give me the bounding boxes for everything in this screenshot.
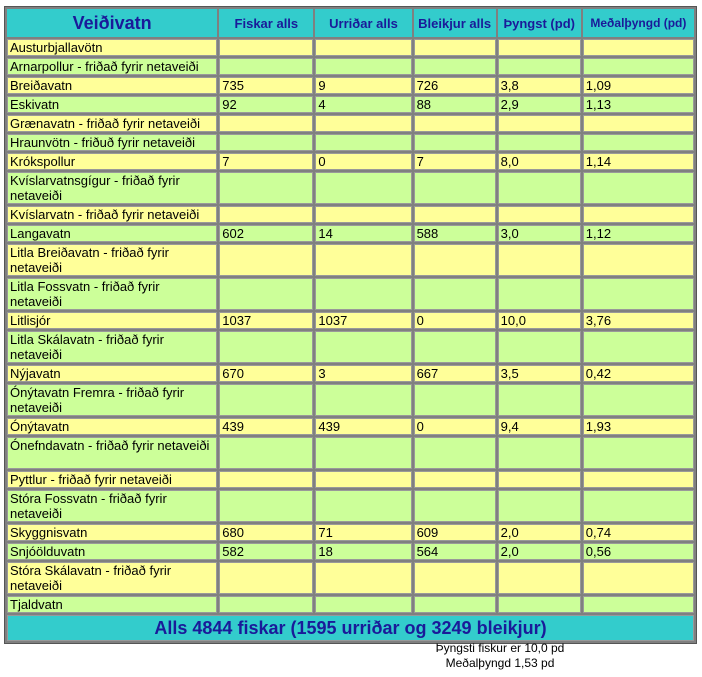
cell-trout: 18 [315, 543, 411, 560]
cell-char: 609 [414, 524, 496, 541]
cell-avg-weight: 1,14 [583, 153, 694, 170]
table-row [7, 244, 694, 276]
cell-avg-weight [583, 562, 694, 594]
cell-heaviest: 10,0 [498, 312, 581, 329]
cell-trout [315, 134, 411, 151]
cell-trout: 9 [315, 77, 411, 94]
cell-heaviest [498, 490, 581, 522]
table-row [7, 39, 694, 56]
cell-avg-weight [583, 244, 694, 276]
table-row [7, 225, 694, 242]
cell-avg-weight [583, 278, 694, 310]
cell-total-fish [219, 490, 313, 522]
cell-trout: 4 [315, 96, 411, 113]
table-row [7, 172, 694, 204]
cell-char [414, 331, 496, 363]
cell-total-fish [219, 331, 313, 363]
cell-heaviest [498, 134, 581, 151]
cell-heaviest: 2,0 [498, 524, 581, 541]
cell-total-fish: 439 [219, 418, 313, 435]
cell-avg-weight [583, 115, 694, 132]
cell-avg-weight [583, 172, 694, 204]
cell-heaviest [498, 437, 581, 469]
cell-total-fish: 92 [219, 96, 313, 113]
cell-name: Nýjavatn [7, 365, 217, 382]
heaviest-fish-text: Þyngsti fiskur er 10,0 pd [435, 641, 565, 655]
cell-trout: 439 [315, 418, 411, 435]
cell-heaviest [498, 206, 581, 223]
table-row [7, 437, 694, 469]
cell-name: Ónýtavatn Fremra - friðað fyrir netaveiði [7, 384, 217, 416]
cell-total-fish: 602 [219, 225, 313, 242]
cell-trout: 0 [315, 153, 411, 170]
cell-heaviest [498, 115, 581, 132]
cell-name: Skyggnisvatn [7, 524, 217, 541]
cell-char: 7 [414, 153, 496, 170]
cell-trout [315, 39, 411, 56]
cell-heaviest [498, 58, 581, 75]
cell-total-fish: 7 [219, 153, 313, 170]
cell-avg-weight [583, 471, 694, 488]
table-row [7, 58, 694, 75]
cell-name: Tjaldvatn [7, 596, 217, 613]
cell-name: Snjóölduvatn [7, 543, 217, 560]
total-row [7, 615, 694, 641]
cell-name: Arnarpollur - friðað fyrir netaveiði [7, 58, 217, 75]
cell-total-fish: 670 [219, 365, 313, 382]
cell-name: Ónýtavatn [7, 418, 217, 435]
cell-heaviest: 2,9 [498, 96, 581, 113]
cell-avg-weight: 1,12 [583, 225, 694, 242]
cell-avg-weight: 0,56 [583, 543, 694, 560]
cell-avg-weight [583, 134, 694, 151]
cell-name: Stóra Skálavatn - friðað fyrir netaveiði [7, 562, 217, 594]
cell-total-fish [219, 39, 313, 56]
cell-trout [315, 172, 411, 204]
cell-avg-weight [583, 39, 694, 56]
cell-avg-weight [583, 490, 694, 522]
table-row [7, 365, 694, 382]
cell-trout: 1037 [315, 312, 411, 329]
cell-char [414, 437, 496, 469]
header-heaviest: Þyngst (pd) [498, 9, 581, 37]
cell-name: Litla Skálavatn - friðað fyrir netaveiði [7, 331, 217, 363]
cell-trout: 3 [315, 365, 411, 382]
cell-trout [315, 471, 411, 488]
cell-avg-weight: 0,42 [583, 365, 694, 382]
cell-heaviest: 8,0 [498, 153, 581, 170]
cell-heaviest [498, 562, 581, 594]
cell-heaviest [498, 278, 581, 310]
cell-trout: 71 [315, 524, 411, 541]
cell-heaviest: 3,8 [498, 77, 581, 94]
cell-name: Kvíslarvatnsgígur - friðað fyrir netaveiði [7, 172, 217, 204]
cell-char [414, 206, 496, 223]
table-row [7, 77, 694, 94]
cell-heaviest: 9,4 [498, 418, 581, 435]
cell-avg-weight: 3,76 [583, 312, 694, 329]
catch-table [4, 6, 697, 644]
cell-char [414, 490, 496, 522]
cell-heaviest [498, 244, 581, 276]
table-row [7, 418, 694, 435]
table-row [7, 312, 694, 329]
table-row [7, 596, 694, 613]
cell-total-fish [219, 596, 313, 613]
cell-char [414, 384, 496, 416]
footer-stats [420, 641, 580, 671]
cell-name: Stóra Fossvatn - friðað fyrir netaveiði [7, 490, 217, 522]
cell-name: Austurbjallavötn [7, 39, 217, 56]
cell-avg-weight [583, 596, 694, 613]
cell-avg-weight: 1,13 [583, 96, 694, 113]
cell-total-fish [219, 58, 313, 75]
cell-char [414, 278, 496, 310]
cell-name: Breiðavatn [7, 77, 217, 94]
cell-total-fish [219, 244, 313, 276]
cell-char [414, 596, 496, 613]
cell-avg-weight [583, 206, 694, 223]
table-row [7, 134, 694, 151]
cell-total-fish [219, 278, 313, 310]
cell-total-fish: 735 [219, 77, 313, 94]
header-total-fish: Fiskar alls [219, 9, 313, 37]
cell-name: Hraunvötn - friðuð fyrir netaveiði [7, 134, 217, 151]
cell-total-fish: 680 [219, 524, 313, 541]
cell-char [414, 562, 496, 594]
cell-trout [315, 244, 411, 276]
cell-trout [315, 278, 411, 310]
cell-heaviest [498, 39, 581, 56]
table-row [7, 115, 694, 132]
cell-name: Litla Fossvatn - friðað fyrir netaveiði [7, 278, 217, 310]
cell-trout [315, 58, 411, 75]
cell-name: Ónefndavatn - friðað fyrir netaveiði [7, 437, 217, 469]
cell-total-fish: 1037 [219, 312, 313, 329]
cell-name: Pyttlur - friðað fyrir netaveiði [7, 471, 217, 488]
cell-avg-weight: 0,74 [583, 524, 694, 541]
table-row [7, 331, 694, 363]
header-char: Bleikjur alls [414, 9, 496, 37]
header-lake: Veiðivatn [7, 9, 217, 37]
cell-char [414, 115, 496, 132]
cell-heaviest [498, 384, 581, 416]
cell-total-fish [219, 437, 313, 469]
cell-char: 588 [414, 225, 496, 242]
cell-trout: 14 [315, 225, 411, 242]
table-row [7, 524, 694, 541]
cell-total-fish [219, 471, 313, 488]
cell-name: Kvíslarvatn - friðað fyrir netaveiði [7, 206, 217, 223]
cell-total-fish [219, 206, 313, 223]
table-row [7, 96, 694, 113]
cell-trout [315, 206, 411, 223]
cell-avg-weight: 1,93 [583, 418, 694, 435]
cell-char [414, 471, 496, 488]
cell-total-fish [219, 115, 313, 132]
cell-char [414, 244, 496, 276]
cell-char [414, 134, 496, 151]
cell-trout [315, 562, 411, 594]
cell-total-fish: 582 [219, 543, 313, 560]
table-header-row [7, 9, 694, 37]
cell-total-fish [219, 172, 313, 204]
cell-heaviest: 3,5 [498, 365, 581, 382]
cell-char [414, 58, 496, 75]
cell-avg-weight [583, 58, 694, 75]
cell-char: 88 [414, 96, 496, 113]
cell-heaviest [498, 172, 581, 204]
cell-heaviest [498, 596, 581, 613]
table-row [7, 206, 694, 223]
cell-heaviest: 3,0 [498, 225, 581, 242]
table-row [7, 471, 694, 488]
cell-name: Grænavatn - friðað fyrir netaveiði [7, 115, 217, 132]
cell-total-fish [219, 384, 313, 416]
cell-name: Litlisjór [7, 312, 217, 329]
cell-avg-weight [583, 437, 694, 469]
table-row [7, 562, 694, 594]
cell-char: 667 [414, 365, 496, 382]
cell-char: 726 [414, 77, 496, 94]
table-row [7, 153, 694, 170]
cell-trout [315, 437, 411, 469]
cell-char [414, 39, 496, 56]
cell-char: 564 [414, 543, 496, 560]
cell-avg-weight: 1,09 [583, 77, 694, 94]
cell-avg-weight [583, 331, 694, 363]
cell-trout [315, 115, 411, 132]
table-row [7, 543, 694, 560]
cell-total-fish [219, 562, 313, 594]
cell-trout [315, 596, 411, 613]
cell-trout [315, 384, 411, 416]
cell-char: 0 [414, 418, 496, 435]
cell-trout [315, 490, 411, 522]
header-trout: Urriðar alls [315, 9, 411, 37]
avg-weight-text: Meðalþyngd 1,53 pd [445, 656, 555, 670]
cell-total-fish [219, 134, 313, 151]
cell-name: Litla Breiðavatn - friðað fyrir netaveiði [7, 244, 217, 276]
cell-name: Krókspollur [7, 153, 217, 170]
header-avg-weight: Meðalþyngd (pd) [583, 9, 694, 37]
cell-char: 0 [414, 312, 496, 329]
table-row [7, 278, 694, 310]
cell-heaviest [498, 331, 581, 363]
cell-heaviest [498, 471, 581, 488]
cell-name: Langavatn [7, 225, 217, 242]
total-summary: Alls 4844 fiskar (1595 urriðar og 3249 bleikjur) [7, 615, 694, 641]
cell-heaviest: 2,0 [498, 543, 581, 560]
cell-avg-weight [583, 384, 694, 416]
cell-trout [315, 331, 411, 363]
table-row [7, 490, 694, 522]
table-row [7, 384, 694, 416]
cell-name: Eskivatn [7, 96, 217, 113]
cell-char [414, 172, 496, 204]
